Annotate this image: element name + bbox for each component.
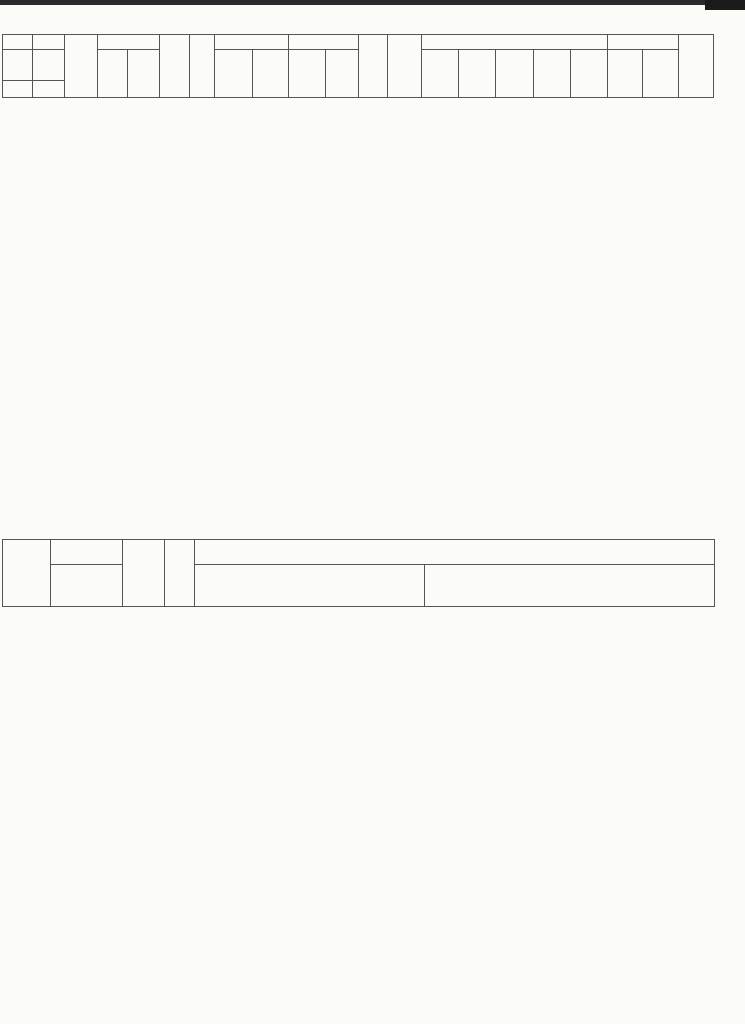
run-wind-header bbox=[51, 540, 123, 565]
before-header bbox=[195, 565, 425, 607]
diary-header bbox=[195, 540, 715, 565]
after-header bbox=[425, 565, 715, 607]
without-snow-header bbox=[608, 50, 643, 98]
year-value bbox=[3, 50, 33, 81]
snow-depth-header bbox=[678, 35, 713, 98]
screen2-header bbox=[288, 35, 358, 50]
direction-header bbox=[97, 50, 127, 98]
soil-30-header bbox=[496, 50, 533, 98]
soil-100-header bbox=[570, 50, 607, 98]
sunshine-header bbox=[165, 540, 195, 607]
date-label bbox=[33, 81, 65, 98]
screen-header bbox=[215, 35, 289, 50]
present-weather-header bbox=[160, 35, 190, 98]
soil-50-header bbox=[533, 50, 570, 98]
total-rain-header bbox=[3, 540, 51, 607]
with-snow-header bbox=[643, 50, 678, 98]
scan-corner bbox=[705, 0, 745, 10]
observation-table bbox=[2, 34, 714, 98]
soil-20-header bbox=[459, 50, 496, 98]
cup-counter-header bbox=[51, 565, 123, 607]
hour-label bbox=[3, 81, 33, 98]
min-header bbox=[326, 50, 359, 98]
wet-bulb-header bbox=[252, 50, 288, 98]
month-value bbox=[33, 50, 65, 81]
month-label bbox=[33, 35, 65, 50]
year-label bbox=[3, 35, 33, 50]
speed-header bbox=[127, 50, 159, 98]
soil-temps-header bbox=[421, 35, 607, 50]
soil-10-header bbox=[421, 50, 458, 98]
visibility-header bbox=[190, 35, 215, 98]
wind-diff-header bbox=[123, 540, 165, 607]
dry-bulb-header bbox=[215, 50, 252, 98]
total-cloud-header bbox=[65, 35, 97, 98]
diary-table bbox=[2, 539, 715, 607]
max-header bbox=[288, 50, 325, 98]
state-ground-header bbox=[608, 35, 678, 50]
wind-header bbox=[97, 35, 159, 50]
scan-edge bbox=[0, 0, 745, 5]
grass-min-header bbox=[359, 35, 387, 98]
concrete-min-header bbox=[387, 35, 421, 98]
